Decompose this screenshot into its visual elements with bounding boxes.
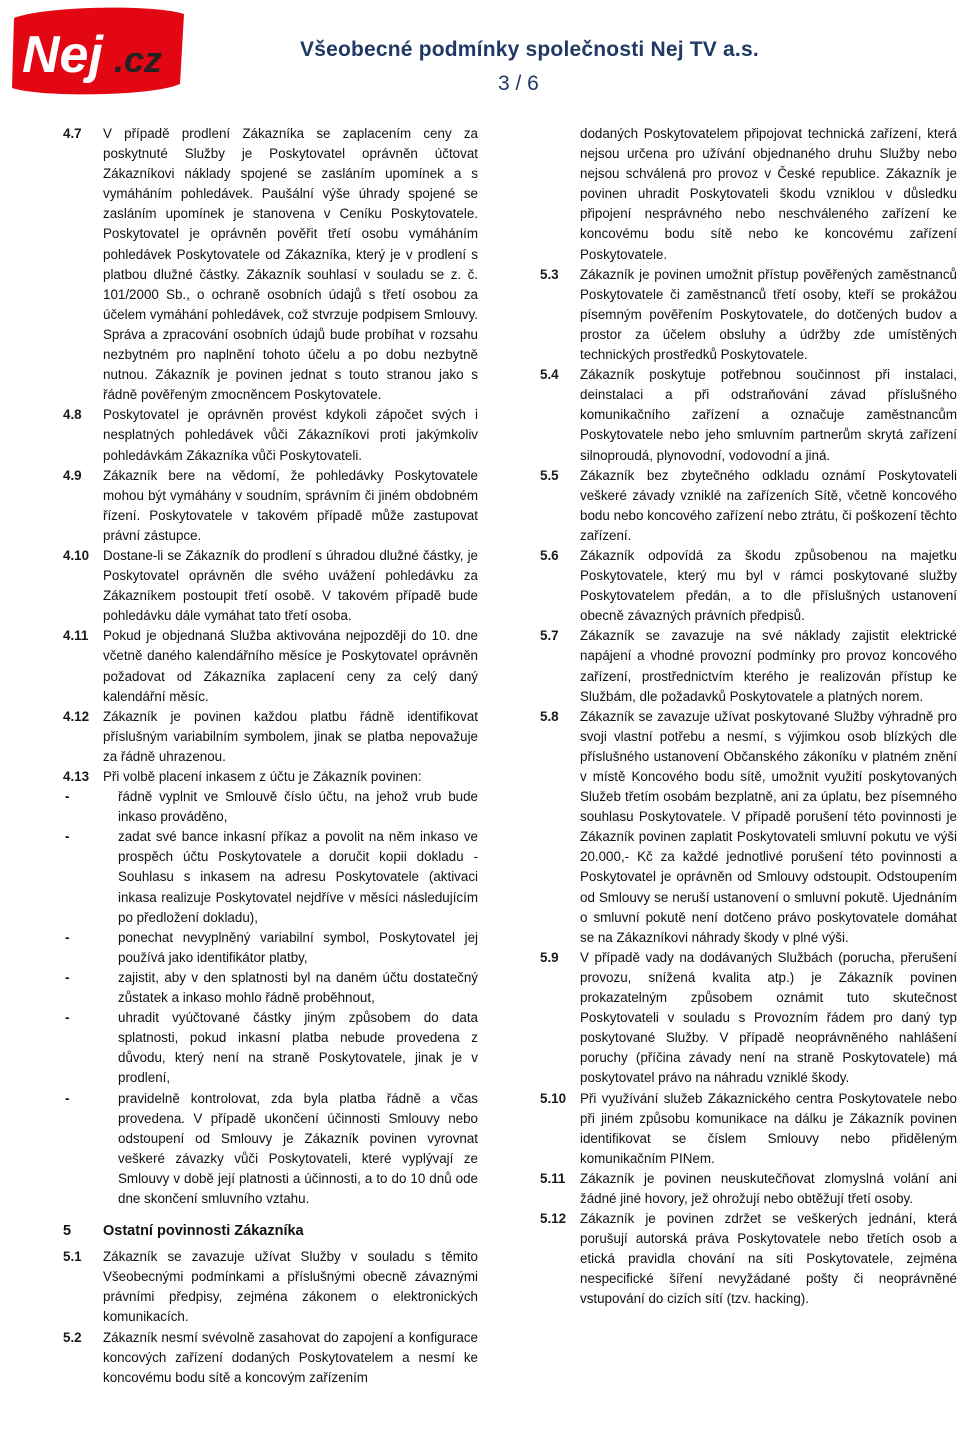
clause-number: 4.13 — [63, 769, 90, 784]
section-number: 5 — [63, 1223, 72, 1240]
document-title: Všeobecné podmínky společnosti Nej TV a.s. — [300, 38, 759, 61]
clause-text: Zákazník je povinen každou platbu řádně identifikovat příslušným variabilním symbolem, jinak se platba nepovažuje za řádně uhrazenou. — [103, 708, 478, 764]
clause-text: Poskytovatel je oprávněn provést kdykoli zápočet svých i nesplatných pohledávek vůči Zákazníkovi proti jakýmkoliv pohledávkám Zákazníka vůči Poskytovateli. — [103, 407, 478, 463]
clause-number: 5.3 — [540, 266, 559, 282]
clause — [63, 1247, 478, 1327]
clause-text: Při volbě placení inkasem z účtu je Zákazník povinen: — [103, 769, 422, 784]
clause-text: Zákazník bere na vědomí, že pohledávky Poskytovatele mohou být vymáhány v soudním, správním či jiném obdobném řízení. Poskytovatele v takovém případě může zastupovat právní zástupce. — [103, 467, 478, 543]
clause-number: 5.2 — [63, 1329, 82, 1345]
section-heading — [63, 1221, 478, 1241]
bullet-item — [63, 1008, 478, 1088]
clause — [540, 1209, 957, 1309]
clause-number: 4.11 — [63, 628, 89, 644]
right-column — [540, 124, 957, 1310]
clause-number: 5.1 — [63, 1249, 82, 1265]
bullet-text: zadat své bance inkasní příkaz a povolit na něm inkaso ve prospěch účtu Poskytovatele a doručit kopii dokladu - Souhlasu s inkasem na adresu Poskytovatele (aktivaci inkasa realizuje Poskytovatel nejdříve v měsíci následujícím po předložení dokladu), — [118, 829, 478, 925]
clause — [63, 466, 478, 546]
clause-text: V případě prodlení Zákazníka se zaplacením ceny za poskytnuté Služby je Poskytovatel oprávněn účtovat Zákazníkovi náklady spojené se zasláním upomínek a s vymáháním pohledávek. Paušální výše úhrady spojené se zasláním upomínek je stanovena v Ceníku Poskytovatele. Poskytovatel je oprávněn pověřit třetí osobu vymáháním pohledávek Poskytovatele od Zákazníka, který je v prodlení s platbou dlužné částky. Zákazník souhlasí v souladu se z. č. 101/2000 Sb., o ochraně osobních údajů s třetí osobou za účelem vymáhání pohledávek, což stvrzuje podpisem Smlouvy. Správa a zpracování osobních údajů bude probíhat v rozsahu nezbytném pro naplnění tohoto účelu a po dobu nezbytně nutnou. Zákazník je povinen jednat s touto stranou jako s řádně pověřeným zmocněncem Poskytovatele. — [103, 126, 478, 403]
clause-text: Zákazník se zavazuje na své náklady zajistit elektrické napájení a vhodné provozní podmínky pro provoz koncového zařízení, prostřednictvím kterého je realizován přístup ke Službám, dle požadavků Poskytovatele a platných norem. — [580, 628, 957, 704]
clause-number: 5.4 — [540, 367, 559, 383]
clause — [63, 626, 478, 706]
bullet-item — [63, 928, 478, 968]
nej-logo-graphic — [4, 4, 190, 98]
page-number: 3 / 6 — [498, 72, 539, 95]
clause-text: Zákazník je povinen zdržet se veškerých jednání, která porušují autorská práva Poskytovatele nebo třetích osob a etická pravidla chování na síti Poskytovatele, zejména nespecifické šíření nevyžádané pošty či neoprávněné vstupování do cizích sítí (tzv. hacking). — [580, 1211, 957, 1307]
clause-number: 5.10 — [540, 1090, 567, 1106]
clause — [63, 405, 478, 465]
clause-number: 4.8 — [63, 407, 82, 423]
clause-text: Zákazník odpovídá za škodu způsobenou na majetku Poskytovatele, který mu byl v rámci poskytované služby Poskytovatelem předán, a to dle příslušných ustanovení obecně závazných právních předpisů. — [580, 547, 957, 624]
clause-number: 4.9 — [63, 467, 82, 483]
clause-text: dodaných Poskytovatelem připojovat technická zařízení, která nejsou určena pro užívání objednaného druhu Služby nebo nejsou schválená pro provoz v České republice. Zákazník je povinen uhradit Poskytovateli škodu vzniklou v důsledku připojení nesprávného nebo neschváleného zařízení ke koncovému bodu sítě nebo ke koncovému zařízení Poskytovatele. — [580, 126, 957, 262]
section-title: Ostatní povinnosti Zákazníka — [103, 1223, 304, 1240]
clause-text: Dostane-li se Zákazník do prodlení s úhradou dlužné částky, je Poskytovatel oprávněn dle svého uvážení pohledávku za Zákazníkem postoupit třetí osobě. V takovém případě bude pohledávku dále vymáhat tato třetí osoba. — [103, 547, 478, 624]
clause-text: Zákazník se zavazuje užívat poskytované Služby výhradně pro svoji vlastní potřebu a nesmí, s výjimkou osob blízkých dle příslušného ustanovení Občanského zákoníku v platném znění v místě Koncového bodu sítě, umožnit využití poskytovaných Služeb třetím osobám bezplatně, ani za úplatu, bez písemného souhlasu Poskytovatele. V případě porušení této povinnosti je Zákazník povinen zaplatit Poskytovateli smluvní pokutu ve výši 20.000,- Kč za každé jednotlivé porušení této povinnosti a Poskytovatel je oprávněn od Smlouvy odstoupit. Odstoupením od Smlouvy se neruší ustanovení o smluvní pokutě. Ujednáním o smluvní pokutě není dotčeno právo poskytovatele domáhat se na Zákazníkovi náhrady škody v plné výši. — [580, 708, 957, 945]
clause — [540, 1089, 957, 1169]
bullet-text: pravidelně kontrolovat, zda byla platba řádně a včas provedena. V případě ukončení účinnosti Smlouvy nebo odstoupení od Smlouvy je Zákazník povinen vyrovnat veškeré závazky vůči Poskytovateli, které vyplývají ze Smlouvy v době její platnosti a účinnosti, a to do 10 dnů ode dne skončení smluvního vztahu. — [118, 1090, 478, 1206]
bullet-text: řádně vyplnit ve Smlouvě číslo účtu, na jehož vrub bude inkaso prováděno, — [118, 789, 478, 825]
clause-number: 5.11 — [540, 1170, 566, 1186]
clause — [63, 1328, 478, 1388]
bullet-dash: - — [65, 929, 70, 945]
clause — [540, 466, 957, 546]
clause-number: 4.7 — [63, 126, 82, 141]
clause-number: 5.9 — [540, 949, 559, 965]
clause — [63, 707, 478, 767]
clause — [540, 546, 957, 626]
bullet-text: zajistit, aby v den splatnosti byl na daném účtu dostatečný zůstatek a inkaso mohlo řádně proběhnout, — [118, 969, 478, 1006]
clause — [63, 546, 478, 626]
clause-number: 5.12 — [540, 1211, 567, 1227]
bullet-text: uhradit vyúčtované částky jiným způsobem do data splatnosti, pokud inkasní platba nebude provedena z důvodu, který není na straně Poskytovatele, jinak je v prodlení, — [118, 1010, 478, 1086]
bullet-item — [63, 1089, 478, 1210]
clause-text: V případě vady na dodávaných Službách (porucha, přerušení provozu, snížená kvalita atp.) je Zákazník povinen prokazatelným způsobem oznámit tuto skutečnost Poskytovateli v souladu s Provozním řádem pro daný typ poskytované Služby. V případě neoprávněného nahlášení poruchy (příčina závady není na straně Poskytovatele) má poskytovatel právo na náhradu vzniklé škody. — [580, 949, 957, 1086]
bullet-dash: - — [65, 1090, 70, 1106]
clause — [540, 707, 957, 948]
clause-text: Při využívání služeb Zákaznického centra Poskytovatele nebo při jiném způsobu komunikace na dálku je Zákazník povinen identifikovat se číslem Smlouvy nebo přiděleným komunikačním PINem. — [580, 1090, 957, 1166]
clause — [540, 1169, 957, 1209]
clause-text: Zákazník nesmí svévolně zasahovat do zapojení a konfigurace koncových zařízení dodaných Poskytovatelem a nesmí ke koncovému bodu sítě a koncovým zařízením — [103, 1329, 478, 1385]
clause — [540, 626, 957, 706]
bullet-dash: - — [65, 969, 70, 985]
clause-number: 4.12 — [63, 708, 90, 724]
clause — [63, 124, 478, 405]
clause-text: Zákazník se zavazuje užívat Služby v souladu s těmito Všeobecnými podmínkami a příslušnými obecně závaznými právními předpisy, zejména zákonem o elektronických komunikacích. — [103, 1249, 478, 1325]
clause — [540, 365, 957, 465]
clause-text: Zákazník bez zbytečného odkladu oznámí Poskytovateli veškeré závady vzniklé na zařízeních Sítě, včetně koncového bodu nebo koncového zařízení nebo ztrátu, či poškození těchto zařízení. — [580, 467, 957, 543]
bullet-item — [63, 787, 478, 827]
bullet-item — [63, 968, 478, 1008]
clause-text: Zákazník je povinen neuskutečňovat zlomyslná volání ani žádné jiné hovory, jež ohrožují nebo obtěžují třetí osoby. — [580, 1170, 957, 1206]
clause-continuation — [540, 124, 957, 265]
clause-number: 5.8 — [540, 708, 559, 724]
logo-text-nej: Nej — [22, 26, 103, 84]
clause-text: Pokud je objednaná Služba aktivována nejpozději do 10. dne včetně daného kalendářního měsíce je Poskytovatel oprávněn požadovat od Zákazníka zaplacení ceny za celý daný kalendářní měsíc. — [103, 628, 478, 704]
clause-number: 5.6 — [540, 547, 559, 563]
clause-number: 5.7 — [540, 628, 559, 644]
clause — [540, 948, 957, 1089]
bullet-dash: - — [65, 829, 70, 845]
logo-text-cz: .cz — [114, 39, 163, 80]
clause — [540, 265, 957, 365]
clause-text: Zákazník poskytuje potřebnou součinnost při instalaci, deinstalaci a při odstraňování závad příslušného komunikačního zařízení a označuje zaměstnancům Poskytovatele nebo jeho smluvním partnerům skrytá zařízení silnoproudá, plynovodní, vodovodní a jiná. — [580, 367, 957, 463]
nej-logo — [4, 4, 190, 98]
bullet-dash: - — [65, 789, 70, 805]
left-column — [63, 124, 478, 1388]
bullet-text: ponechat nevyplněný variabilní symbol, Poskytovatel jej používá jako identifikátor platby, — [118, 929, 478, 965]
bullet-dash: - — [65, 1010, 70, 1026]
clause-text: Zákazník je povinen umožnit přístup pověřených zaměstnanců Poskytovatele či zaměstnanců třetí osoby, kteří se prokážou písemným pověřením Poskytovatele, do dotčených budov a prostor za účelem obsluhy a údržby zde umístěných technických prostředků Poskytovatele. — [580, 266, 957, 363]
clause — [63, 767, 478, 787]
bullet-item — [63, 827, 478, 927]
clause-number: 4.10 — [63, 547, 90, 563]
clause-number: 5.5 — [540, 467, 559, 483]
